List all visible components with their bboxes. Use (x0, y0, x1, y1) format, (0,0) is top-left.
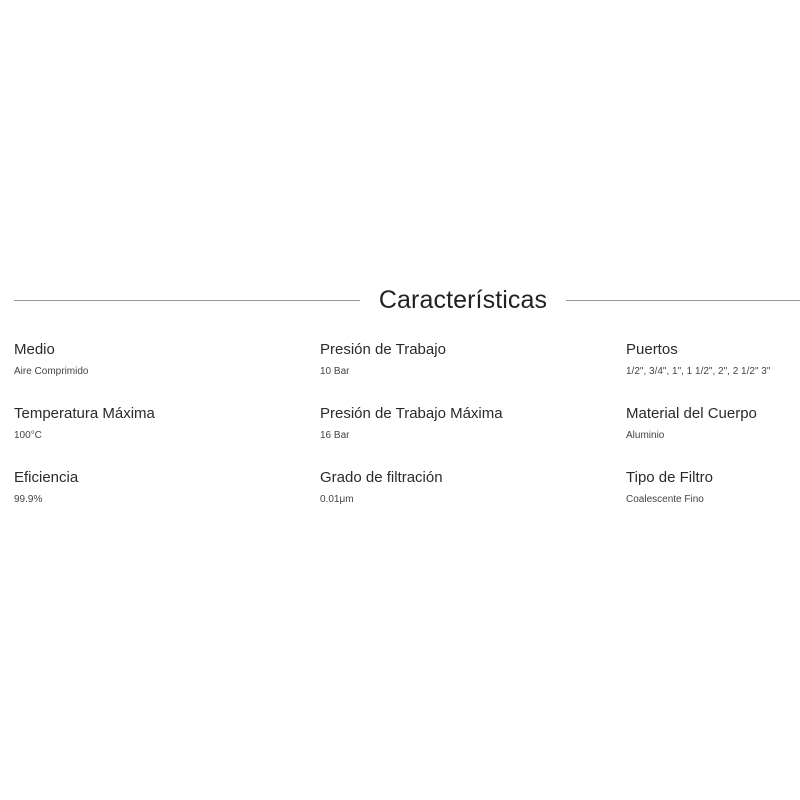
spec-item-material-cuerpo (626, 404, 757, 443)
spec-value: 10 Bar (320, 366, 350, 377)
spec-item-eficiencia (14, 468, 78, 507)
section-header (0, 278, 800, 322)
spec-value: 100°C (14, 430, 42, 441)
spec-item-presion-trabajo-maxima (320, 404, 503, 443)
spec-item-temperatura-maxima (14, 404, 155, 443)
spec-value: Aluminio (626, 430, 665, 441)
spec-label: Presión de Trabajo Máxima (320, 405, 503, 422)
spec-item-medio (14, 340, 88, 379)
spec-label: Grado de filtración (320, 469, 443, 486)
spec-item-grado-filtracion (320, 468, 443, 507)
spec-item-puertos (626, 340, 770, 379)
spec-label: Material del Cuerpo (626, 405, 757, 422)
section-title: Características (378, 286, 548, 314)
spec-label: Eficiencia (14, 469, 79, 486)
spec-label: Puertos (626, 341, 678, 358)
spec-label: Tipo de Filtro (626, 469, 713, 486)
spec-value: 0.01μm (320, 494, 354, 505)
divider-right (566, 300, 800, 301)
spec-value: 16 Bar (320, 430, 350, 441)
divider-left (14, 300, 360, 301)
spec-item-presion-trabajo (320, 340, 446, 379)
spec-value: Coalescente Fino (626, 494, 704, 505)
specs-grid (14, 340, 800, 532)
spec-value: Aire Comprimido (14, 366, 89, 377)
specs-row (14, 404, 800, 468)
specs-row (14, 340, 800, 404)
spec-item-tipo-filtro (626, 468, 713, 507)
specs-row (14, 468, 800, 532)
spec-label: Medio (14, 341, 55, 358)
spec-value: 1/2", 3/4", 1", 1 1/2", 2", 2 1/2" 3" (626, 366, 771, 377)
spec-label: Temperatura Máxima (14, 405, 155, 422)
spec-label: Presión de Trabajo (320, 341, 446, 358)
spec-value: 99.9% (14, 494, 43, 505)
